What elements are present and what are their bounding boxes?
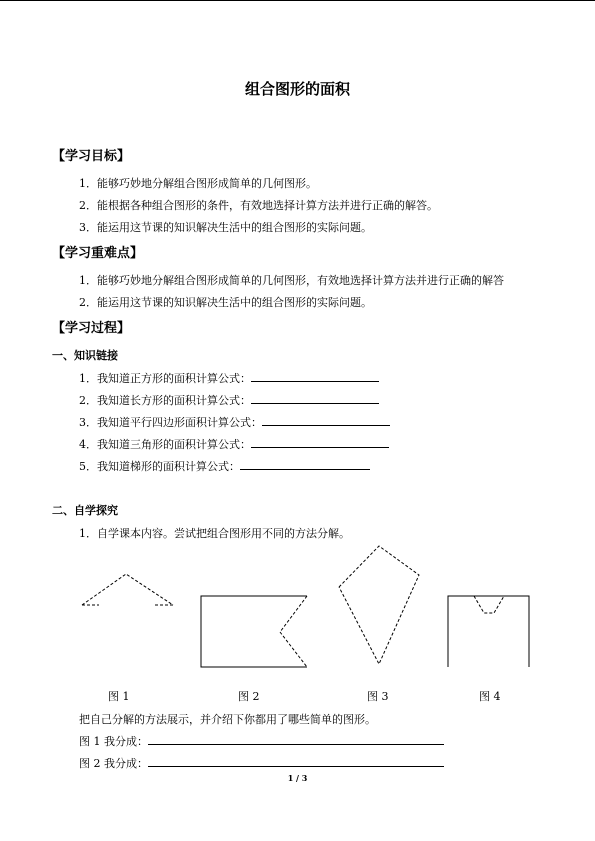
figure-4-notch [474,596,504,613]
goal-item-1: 1．能够巧妙地分解组合图形成简单的几何图形。 [79,177,317,190]
figure-1-caption: 图 1 [108,690,130,703]
answer-row-figure-1 [79,733,444,749]
self-study-heading: 二、自学探究 [52,504,118,517]
process-heading: 【学习过程】 [52,321,131,336]
keypoints-heading: 【学习重难点】 [52,246,144,261]
answer-label-figure-2: 图 2 我分成： [79,757,148,770]
goal-item-3: 3．能运用这节课的知识解决生活中的组合图形的实际问题。 [79,221,372,234]
formula-label-1: 1．我知道正方形的面积计算公式： [79,372,251,385]
keypoint-item-2: 2．能运用这节课的知识解决生活中的组合图形的实际问题。 [79,296,372,309]
figure-2-notch [280,596,307,667]
figure-2-shape [201,596,307,667]
formula-label-4: 4．我知道三角形的面积计算公式： [79,438,251,451]
page-number: 1 / 3 [287,773,308,783]
figure-4-caption: 图 4 [479,690,501,703]
figure-3-shape [339,546,419,664]
knowledge-link-heading: 一、知识链接 [52,349,118,362]
figure-2-caption: 图 2 [238,690,260,703]
answer-line-figure-2[interactable] [148,755,444,767]
goal-item-2: 2．能根据各种组合图形的条件，有效地选择计算方法并进行正确的解答。 [79,199,438,212]
keypoint-item-1: 1．能够巧妙地分解组合图形成简单的几何图形，有效地选择计算方法并进行正确的解答 [79,274,504,287]
figure-4-shape [448,596,529,667]
answer-row-figure-2 [79,755,444,771]
answer-line-figure-1[interactable] [148,733,444,745]
formula-label-5: 5．我知道梯形的面积计算公式： [79,460,240,473]
figure-1-shape [82,574,173,605]
self-study-intro: 1．自学课本内容。尝试把组合图形用不同的方法分解。 [79,527,350,540]
goals-heading: 【学习目标】 [52,149,131,164]
page-title: 组合图形的面积 [244,80,350,98]
answer-label-figure-1: 图 1 我分成： [79,735,148,748]
figure-3-caption: 图 3 [367,690,389,703]
decompose-instruction: 把自己分解的方法展示，并介绍下你都用了哪些简单的图形。 [79,713,376,726]
formula-label-3: 3．我知道平行四边形面积计算公式： [79,416,262,429]
formula-label-2: 2．我知道长方形的面积计算公式： [79,394,251,407]
